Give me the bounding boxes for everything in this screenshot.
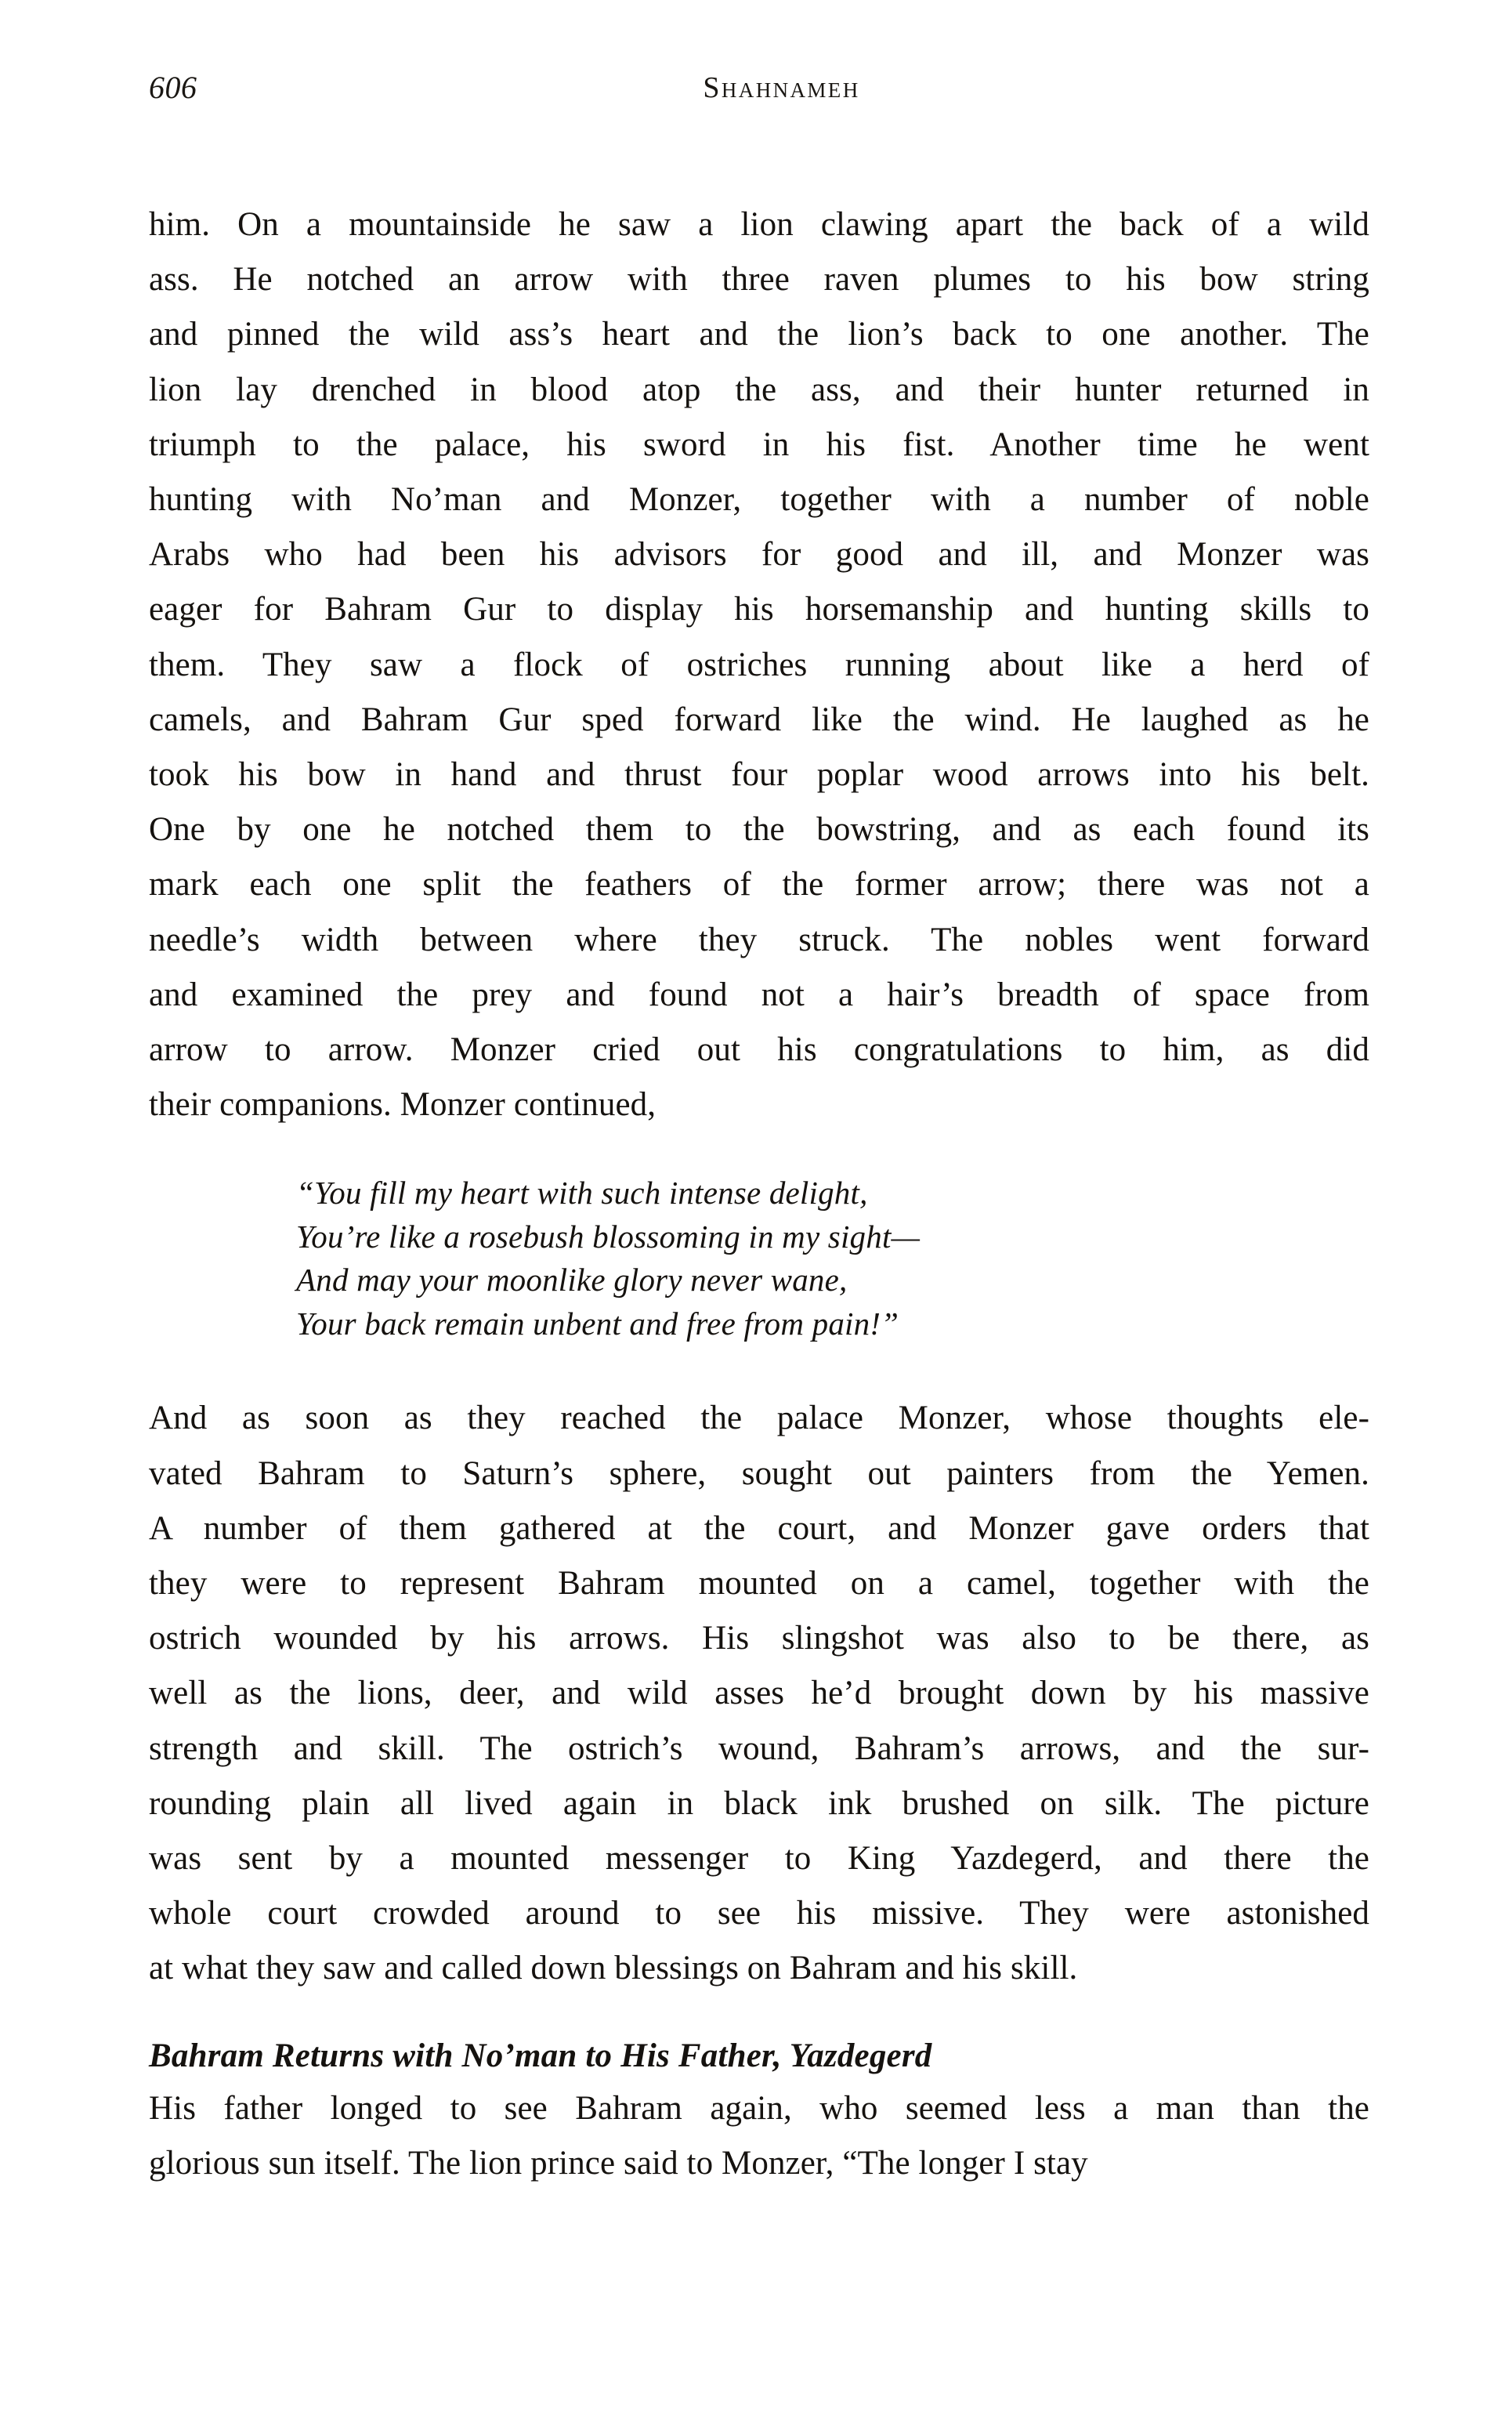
paragraph-3: [149, 2081, 1369, 2191]
text-line: took his bow in hand and thrust four poplar wood arrows into his belt.: [149, 756, 1369, 794]
text-line: and pinned the wild ass’s heart and the lion’s back to one another. The: [149, 316, 1369, 353]
text-line: them. They saw a flock of ostriches running about like a herd of: [149, 646, 1369, 683]
text-line: was sent by a mounted messenger to King Yazdegerd, and there the: [149, 1840, 1369, 1878]
spacer: [149, 1132, 1369, 1172]
text-line: they were to represent Bahram mounted on a camel, together with the: [149, 1565, 1369, 1603]
text-line: Arabs who had been his advisors for good and ill, and Monzer was: [149, 536, 1369, 574]
text-line: at what they saw and called down blessings on Bahram and his skill.: [149, 1950, 1078, 1987]
text-line: whole court crowded around to see his missive. They were astonished: [149, 1895, 1369, 1932]
text-line: triumph to the palace, his sword in his fist. Another time he went: [149, 426, 1369, 463]
spacer: [149, 1997, 1369, 2031]
paragraph-2: [149, 1391, 1369, 1996]
text-line: And as soon as they reached the palace Monzer, whose thoughts ele-: [149, 1400, 1369, 1437]
verse-line: “You fill my heart with such intense delight,: [296, 1175, 868, 1212]
text-line: him. On a mountainside he saw a lion clawing apart the back of a wild: [149, 206, 1369, 243]
text-line: ass. He notched an arrow with three raven plumes to his bow string: [149, 261, 1369, 299]
text-line: arrow to arrow. Monzer cried out his congratulations to him, as did: [149, 1031, 1369, 1069]
text-line: His father longed to see Bahram again, who seemed less a man than the: [149, 2089, 1369, 2127]
text-line: rounding plain all lived again in black ink brushed on silk. The picture: [149, 1784, 1369, 1822]
text-line: their companions. Monzer continued,: [149, 1086, 657, 1124]
spacer: [149, 1346, 1369, 1391]
text-line: well as the lions, deer, and wild asses he’d brought down by his massive: [149, 1675, 1369, 1712]
text-block: [149, 197, 1369, 2191]
running-head: [149, 69, 1367, 110]
section-heading: Bahram Returns with No’man to His Father, Yazdegerd: [149, 2037, 932, 2074]
paragraph-1: [149, 197, 1369, 1132]
text-line: vated Bahram to Saturn’s sphere, sought out painters from the Yemen.: [149, 1454, 1369, 1492]
text-line: lion lay drenched in blood atop the ass, and their hunter returned in: [149, 371, 1369, 408]
text-line: and examined the prey and found not a hair’s breadth of space from: [149, 976, 1369, 1013]
verse-line: You’re like a rosebush blossoming in my sight—: [296, 1218, 921, 1255]
text-line: A number of them gathered at the court, and Monzer gave orders that: [149, 1509, 1369, 1547]
text-line: needle’s width between where they struck. The nobles went forward: [149, 921, 1369, 958]
page-number: 606: [149, 70, 197, 105]
text-line: eager for Bahram Gur to display his horsemanship and hunting skills to: [149, 591, 1369, 628]
text-line: mark each one split the feathers of the former arrow; there was not a: [149, 866, 1369, 904]
text-line: One by one he notched them to the bowstring, and as each found its: [149, 811, 1369, 849]
verse-block: [149, 1172, 1369, 1346]
text-line: glorious sun itself. The lion prince said to Monzer, “The longer I stay: [149, 2144, 1088, 2182]
verse-line: And may your moonlike glory never wane,: [296, 1262, 848, 1298]
text-line: ostrich wounded by his arrows. His slingshot was also to be there, as: [149, 1620, 1369, 1657]
text-line: hunting with No’man and Monzer, together with a number of noble: [149, 481, 1369, 519]
running-head-title: Shahnameh: [703, 71, 860, 104]
text-line: camels, and Bahram Gur sped forward like the wind. He laughed as he: [149, 701, 1369, 738]
text-line: strength and skill. The ostrich’s wound, Bahram’s arrows, and the sur-: [149, 1729, 1369, 1767]
verse-line: Your back remain unbent and free from pain!”: [296, 1305, 899, 1342]
